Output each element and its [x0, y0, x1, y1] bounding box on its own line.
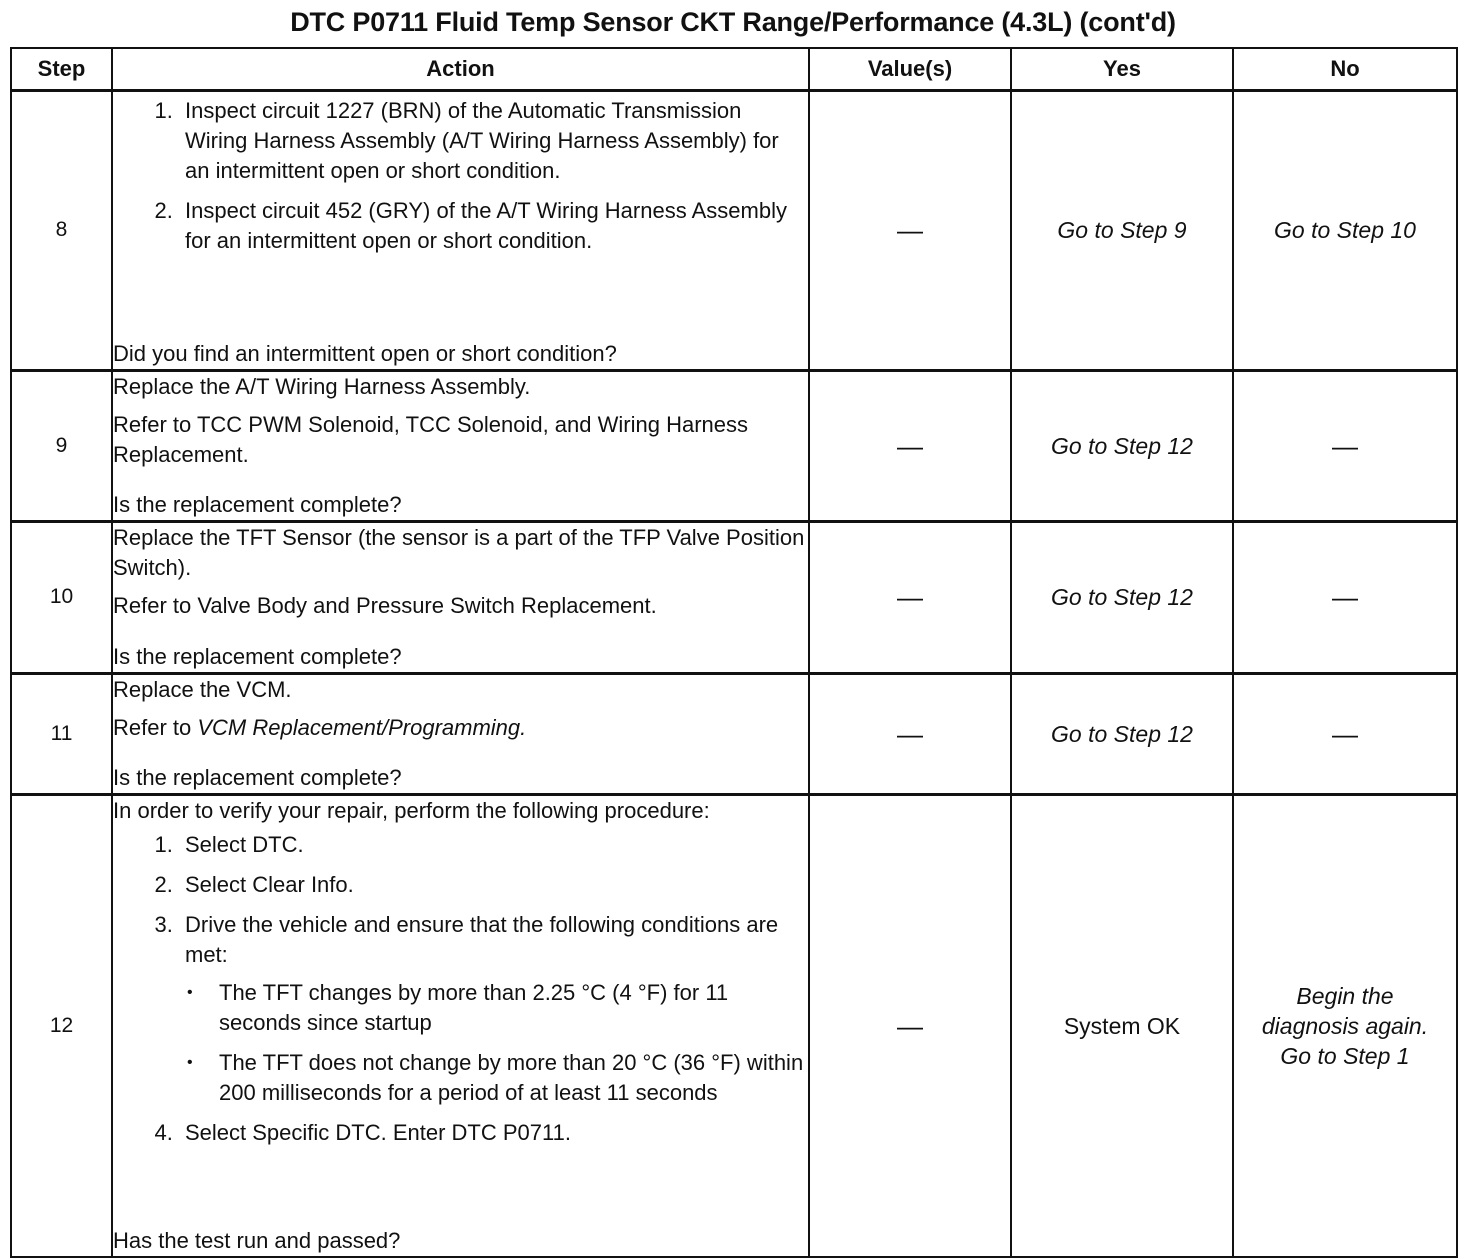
table-row-step-10: [11, 521, 1457, 673]
column-header-action: Action: [112, 48, 809, 90]
column-header-no: No: [1233, 48, 1457, 90]
step-number: 10: [11, 521, 112, 673]
value-cell: —: [809, 521, 1011, 673]
no-text-line: Begin the: [1296, 982, 1394, 1009]
page-title: DTC P0711 Fluid Temp Sensor CKT Range/Performance (4.3L) (cont'd): [290, 7, 1176, 37]
condition-item: • The TFT does not change by more than 20 °C (36 °F) within 200 milliseconds for a period of at least 11 seconds: [217, 1048, 808, 1108]
action-cell: [112, 521, 809, 673]
action-text: Replace the VCM.: [113, 676, 292, 702]
procedure-list: [113, 96, 808, 262]
no-cell: —: [1233, 370, 1457, 521]
column-header-step: Step: [11, 48, 112, 90]
no-link-go-to-step-1[interactable]: [1233, 794, 1457, 1257]
procedure-step-text: Drive the vehicle and ensure that the following conditions are met:: [185, 911, 779, 967]
no-cell: —: [1233, 673, 1457, 794]
action-cell: [112, 673, 809, 794]
action-reference: Refer to TCC PWM Solenoid, TCC Solenoid, and Wiring Harness Replacement.: [113, 411, 748, 467]
no-link-go-to-step-10[interactable]: Go to Step 10: [1233, 90, 1457, 370]
yes-link-go-to-step-12[interactable]: Go to Step 12: [1011, 521, 1233, 673]
reference-prefix: Refer to: [113, 714, 198, 740]
value-cell: —: [809, 673, 1011, 794]
step-number: 12: [11, 794, 112, 1257]
yes-result-system-ok: System OK: [1011, 794, 1233, 1257]
value-cell: —: [809, 90, 1011, 370]
procedure-list: [113, 830, 808, 1148]
header-row: [11, 48, 1457, 90]
procedure-step: 1. Inspect circuit 1227 (BRN) of the Automatic Transmission Wiring Harness Assembly (A/T Wiring Harness Assembly) for an intermittent open or short condition.: [179, 96, 808, 186]
action-question: Has the test run and passed?: [113, 1227, 401, 1253]
action-text: Replace the A/T Wiring Harness Assembly.: [113, 373, 531, 399]
procedure-step: 2. Inspect circuit 452 (GRY) of the A/T Wiring Harness Assembly for an intermittent open or short condition.: [179, 196, 808, 256]
column-header-yes: Yes: [1011, 48, 1233, 90]
action-question: Did you find an intermittent open or short condition?: [113, 340, 617, 366]
condition-item: • The TFT changes by more than 2.25 °C (4 °F) for 11 seconds since startup: [217, 978, 808, 1038]
action-question: Is the replacement complete?: [113, 764, 402, 790]
procedure-step: 2. Select Clear Info.: [179, 870, 808, 900]
action-question: Is the replacement complete?: [113, 491, 402, 517]
table-row-step-8: [11, 90, 1457, 370]
value-cell: —: [809, 370, 1011, 521]
table-row-step-9: [11, 370, 1457, 521]
value-cell: —: [809, 794, 1011, 1257]
step-number: 8: [11, 90, 112, 370]
vcm-replacement-link[interactable]: VCM Replacement/Programming.: [197, 714, 527, 740]
step-number: 11: [11, 673, 112, 794]
action-cell: [112, 794, 809, 1257]
action-text: Replace the TFT Sensor (the sensor is a part of the TFP Valve Position Switch).: [113, 524, 805, 580]
action-cell: [112, 370, 809, 521]
action-reference: [113, 713, 808, 743]
yes-link-go-to-step-9[interactable]: Go to Step 9: [1011, 90, 1233, 370]
no-text-line: diagnosis again.: [1261, 1012, 1429, 1039]
step-number: 9: [11, 370, 112, 521]
action-cell: [112, 90, 809, 370]
action-intro: In order to verify your repair, perform the following procedure:: [113, 797, 710, 823]
column-header-values: Value(s): [809, 48, 1011, 90]
diagnostic-table: [10, 47, 1458, 1258]
yes-link-go-to-step-12[interactable]: Go to Step 12: [1011, 370, 1233, 521]
action-question: Is the replacement complete?: [113, 643, 402, 669]
condition-list: [185, 978, 808, 1108]
no-cell: —: [1233, 521, 1457, 673]
no-text-line: Go to Step 1: [1280, 1042, 1410, 1069]
table-row-step-11: [11, 673, 1457, 794]
yes-link-go-to-step-12[interactable]: Go to Step 12: [1011, 673, 1233, 794]
procedure-step: 4. Select Specific DTC. Enter DTC P0711.: [179, 1118, 808, 1148]
procedure-step: 1. Select DTC.: [179, 830, 808, 860]
procedure-step: [179, 910, 808, 1108]
action-reference: Refer to Valve Body and Pressure Switch Replacement.: [113, 592, 657, 618]
table-row-step-12: [11, 794, 1457, 1257]
